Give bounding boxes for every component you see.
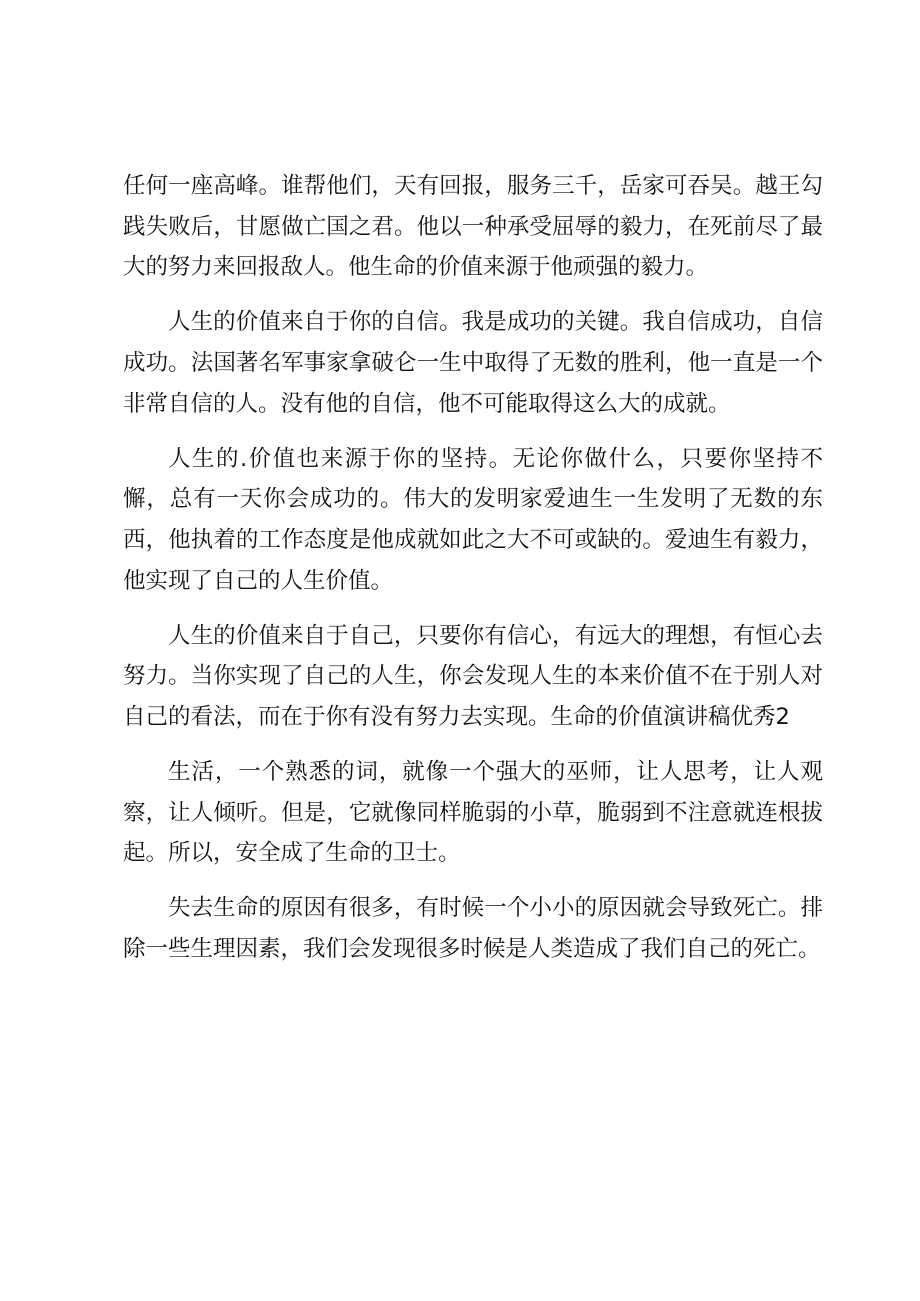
document-body <box>123 166 823 984</box>
paragraph-persistence: 人生的.价值也来源于你的坚持。无论你做什么，只要你坚持不懈，总有一天你会成功的。伟大的发明家爱迪生一生发明了无数的东西，他执着的工作态度是他成就如此之大不可或缺的。爱迪生有毅力，他实现了自己的人生价值。 <box>123 445 823 594</box>
paragraph-life: 生活，一个熟悉的词，就像一个强大的巫师，让人思考，让人观察，让人倾听。但是，它就像同样脆弱的小草，脆弱到不注意就连根拔起。所以，安全成了生命的卫士。 <box>123 759 823 867</box>
paragraph-continuation: 任何一座高峰。谁帮他们，天有回报，服务三千，岳家可吞吴。越王勾践失败后，甘愿做亡国之君。他以一种承受屈辱的毅力，在死前尽了最大的努力来回报敌人。他生命的价值来源于他顽强的毅力。 <box>123 173 823 281</box>
paragraph-self-value: 人生的价值来自于自己，只要你有信心，有远大的理想，有恒心去努力。当你实现了自己的人生，你会发现人生的本来价值不在于别人对自己的看法，而在于你有没有努力去实现。生命的价值演讲稿优秀2 <box>123 622 823 730</box>
paragraph-confidence: 人生的价值来自于你的自信。我是成功的关键。我自信成功，自信成功。法国著名军事家拿破仑一生中取得了无数的胜利，他一直是一个非常自信的人。没有他的自信，他不可能取得这么大的成就。 <box>123 309 823 417</box>
paragraph-causes-of-death: 失去生命的原因有很多，有时候一个小小的原因就会导致死亡。排除一些生理因素，我们会发现很多时候是人类造成了我们自己的死亡。 <box>123 895 823 963</box>
